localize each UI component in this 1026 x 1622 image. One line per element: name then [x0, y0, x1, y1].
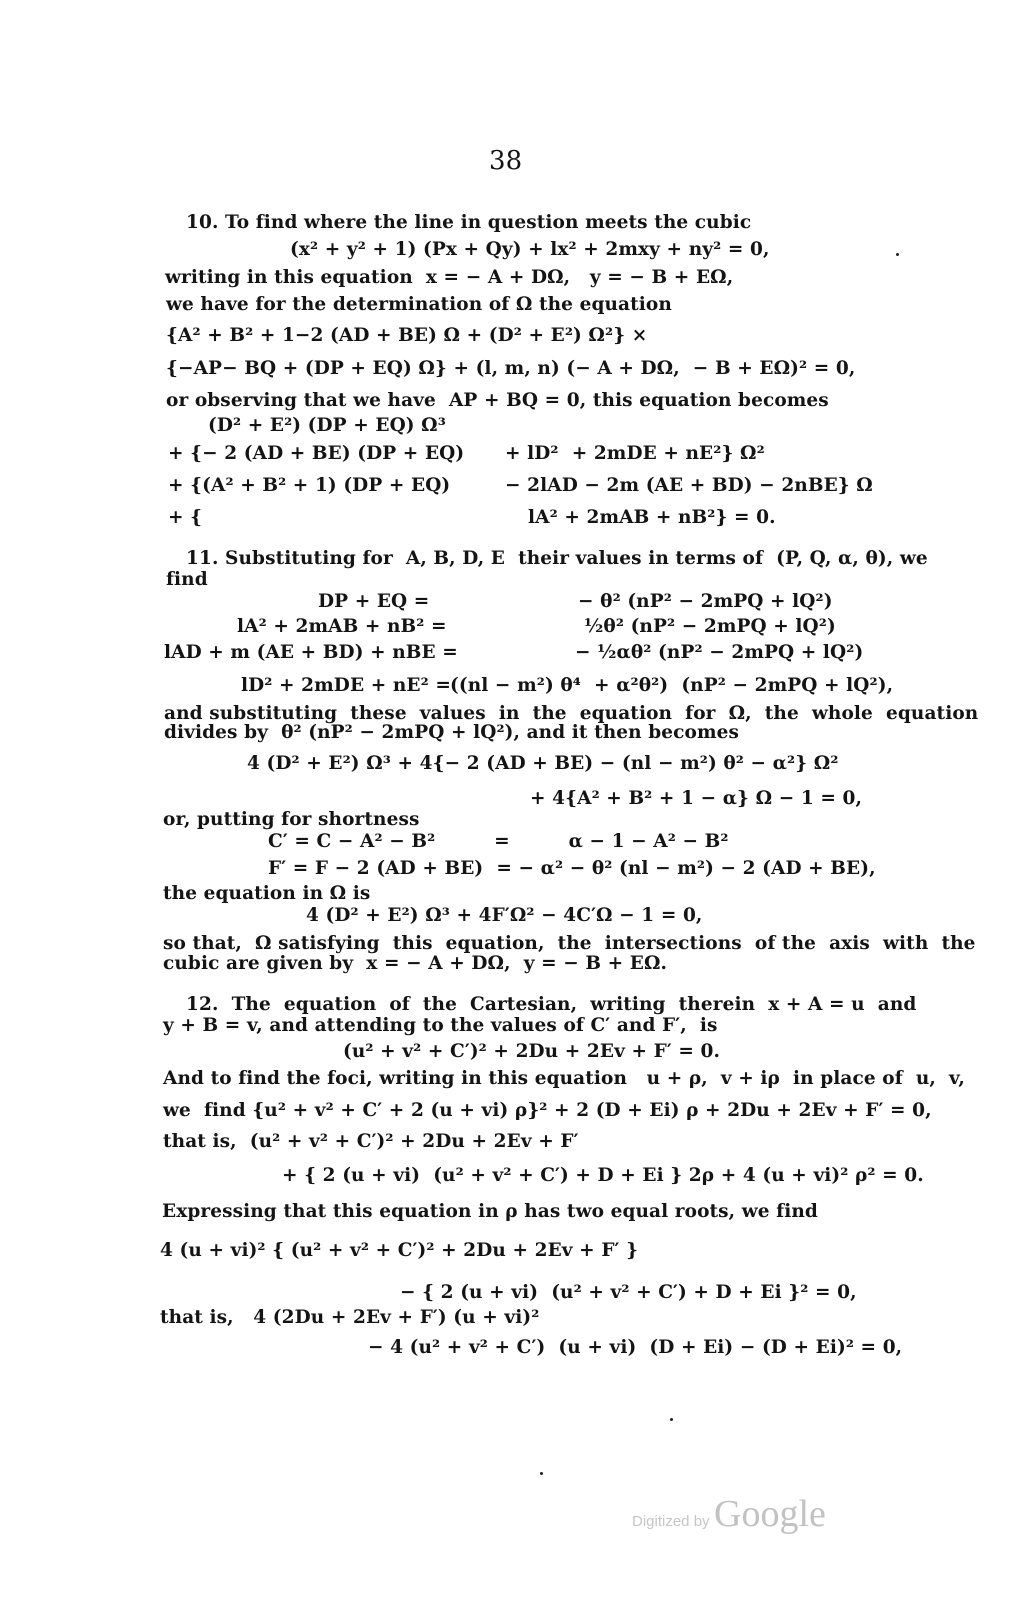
equation-line: + { [168, 507, 203, 528]
equation-line: 4 (u + vi)² { (u² + v² + C′)² + 2Du + 2Ev + F′ } [160, 1240, 639, 1261]
speck [896, 253, 899, 256]
text-line: so that, Ω satisfying this equation, the intersections of the axis with the [163, 933, 976, 954]
equation-line: (D² + E²) (DP + EQ) Ω³ [208, 415, 446, 436]
text-line: divides by θ² (nP² − 2mPQ + lQ²), and it then becomes [164, 722, 740, 743]
text-line: or, putting for shortness [163, 809, 420, 830]
equation-line: 4 (D² + E²) Ω³ + 4{− 2 (AD + BE) − (nl − m²) θ² − α²} Ω² [247, 753, 839, 774]
equation-line: − { 2 (u + vi) (u² + v² + C′) + D + Ei }² = 0, [400, 1282, 857, 1303]
equation-line: that is, (u² + v² + C′)² + 2Du + 2Ev + F′ [163, 1131, 579, 1152]
page-number: 38 [489, 146, 523, 176]
equation-line: (x² + y² + 1) (Px + Qy) + lx² + 2mxy + ny² = 0, [290, 239, 770, 260]
equation-line: (u² + v² + C′)² + 2Du + 2Ev + F′ = 0. [343, 1041, 721, 1062]
text-line: writing in this equation x = − A + DΩ, y = − B + EΩ, [165, 267, 734, 288]
text-line: 12. The equation of the Cartesian, writing therein x + A = u and [186, 994, 917, 1015]
equation-line: + 4{A² + B² + 1 − α} Ω − 1 = 0, [530, 788, 863, 809]
text-line: y + B = v, and attending to the values of C′ and F′, is [163, 1015, 718, 1036]
equation-line: ½θ² (nP² − 2mPQ + lQ²) [584, 616, 836, 637]
equation-line: that is, 4 (2Du + 2Ev + F′) (u + vi)² [160, 1307, 540, 1328]
equation-line: lD² + 2mDE + nE² = [241, 675, 451, 696]
watermark-prefix: Digitized by [632, 1513, 710, 1530]
equation-line: + {− 2 (AD + BE) (DP + EQ) [168, 443, 465, 464]
text-line: and substituting these values in the equation for Ω, the whole equation [164, 703, 979, 724]
equation-line: + {(A² + B² + 1) (DP + EQ) [168, 475, 451, 496]
equation-line: we find {u² + v² + C′ + 2 (u + vi) ρ}² + 2 (D + Ei) ρ + 2Du + 2Ev + F′ = 0, [163, 1100, 932, 1121]
equation-line: + lD² + 2mDE + nE²} Ω² [505, 443, 765, 464]
text-line: 11. Substituting for A, B, D, E their values in terms of (P, Q, α, θ), we [186, 548, 928, 569]
google-logo: Google [714, 1493, 826, 1535]
equation-line: C′ = C − A² − B² = α − 1 − A² − B² [268, 831, 729, 852]
equation-line: − ½αθ² (nP² − 2mPQ + lQ²) [575, 642, 864, 663]
speck [670, 1418, 673, 1421]
text-line: we have for the determination of Ω the equation [166, 294, 672, 315]
equation-line: lA² + 2mAB + nB²} = 0. [528, 507, 776, 528]
equation-line: lAD + m (AE + BD) + nBE = [164, 642, 458, 663]
equation-line: DP + EQ = [318, 591, 430, 612]
text-line: or observing that we have AP + BQ = 0, this equation becomes [166, 390, 829, 411]
equation-line: 4 (D² + E²) Ω³ + 4F′Ω² − 4C′Ω − 1 = 0, [306, 905, 703, 926]
text-line: cubic are given by x = − A + DΩ, y = − B + EΩ. [163, 953, 668, 974]
text-line: Expressing that this equation in ρ has two equal roots, we find [162, 1201, 818, 1222]
text-line: 10. To find where the line in question meets the cubic [186, 212, 752, 233]
equation-line: ((nl − m²) θ⁴ + α²θ²) (nP² − 2mPQ + lQ²), [450, 675, 894, 696]
equation-line: lA² + 2mAB + nB² = [237, 616, 447, 637]
text-line: find [166, 569, 208, 590]
equation-line: − 2lAD − 2m (AE + BD) − 2nBE} Ω [505, 475, 873, 496]
equation-line: {A² + B² + 1−2 (AD + BE) Ω + (D² + E²) Ω²} × [166, 325, 648, 346]
equation-line: − θ² (nP² − 2mPQ + lQ²) [578, 591, 833, 612]
equation-line: {−AP− BQ + (DP + EQ) Ω} + (l, m, n) (− A + DΩ, − B + EΩ)² = 0, [166, 358, 856, 379]
text-line: the equation in Ω is [163, 883, 371, 904]
equation-line: + { 2 (u + vi) (u² + v² + C′) + D + Ei } 2ρ + 4 (u + vi)² ρ² = 0. [282, 1165, 924, 1186]
equation-line: − 4 (u² + v² + C′) (u + vi) (D + Ei) − (D + Ei)² = 0, [368, 1337, 903, 1358]
text-line: And to find the foci, writing in this equation u + ρ, v + iρ in place of u, v, [163, 1068, 965, 1089]
speck [540, 1472, 543, 1475]
equation-line: F′ = F − 2 (AD + BE) = − α² − θ² (nl − m²) − 2 (AD + BE), [268, 858, 876, 879]
